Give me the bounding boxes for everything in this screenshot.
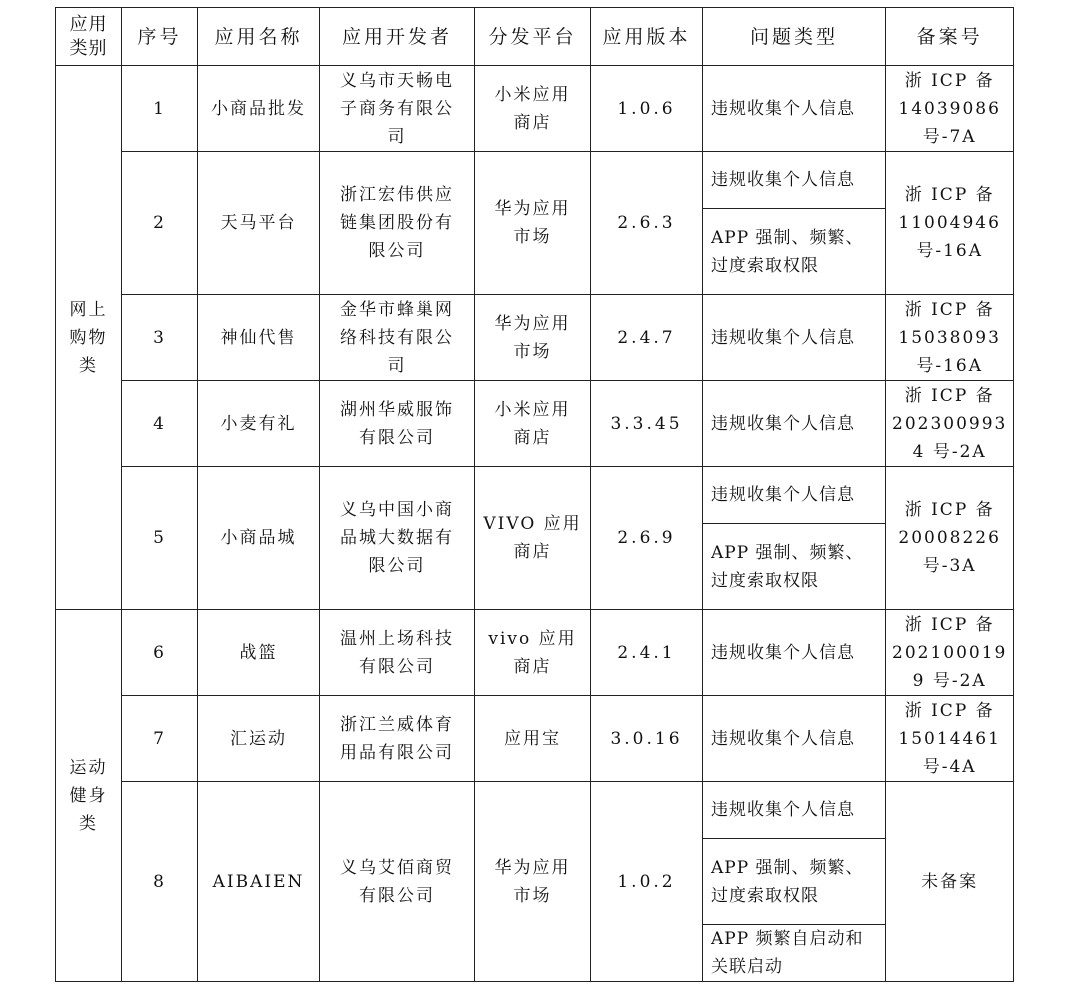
table-row (56, 152, 1014, 209)
cell-issue: 违规收集个人信息 (703, 610, 886, 696)
cell-version: 3.0.16 (591, 696, 703, 782)
cell-issue: APP 强制、频繁、 过度索取权限 (703, 209, 886, 295)
cell-developer: 浙江宏伟供应 链集团股份有 限公司 (320, 152, 475, 295)
cell-app-name: 汇运动 (198, 696, 320, 782)
cell-issue: 违规收集个人信息 (703, 381, 886, 467)
category-fitness: 运动 健身 类 (56, 610, 122, 982)
cell-record: 浙 ICP 备 15038093 号-16A (886, 295, 1014, 381)
cell-index: 1 (122, 66, 198, 152)
cell-version: 1.0.6 (591, 66, 703, 152)
cell-developer: 温州上场科技 有限公司 (320, 610, 475, 696)
cell-version: 3.3.45 (591, 381, 703, 467)
cell-version: 2.4.7 (591, 295, 703, 381)
app-table-wrapper (55, 7, 1014, 982)
cell-platform: 华为应用 市场 (475, 295, 591, 381)
table-row (56, 381, 1014, 467)
cell-app-name: 神仙代售 (198, 295, 320, 381)
table-row (56, 610, 1014, 696)
cell-record: 浙 ICP 备 15014461 号-4A (886, 696, 1014, 782)
cell-record: 浙 ICP 备 202300993 4 号-2A (886, 381, 1014, 467)
cell-index: 5 (122, 467, 198, 610)
cell-index: 8 (122, 782, 198, 982)
header-issue: 问题类型 (703, 8, 886, 66)
app-violation-table (55, 7, 1014, 982)
cell-platform: 小米应用 商店 (475, 381, 591, 467)
cell-version: 2.4.1 (591, 610, 703, 696)
cell-issue: APP 强制、频繁、 过度索取权限 (703, 839, 886, 925)
cell-record: 浙 ICP 备 14039086 号-7A (886, 66, 1014, 152)
cell-issue: 违规收集个人信息 (703, 782, 886, 839)
cell-app-name: AIBAIEN (198, 782, 320, 982)
cell-record: 浙 ICP 备 202100019 9 号-2A (886, 610, 1014, 696)
cell-issue: 违规收集个人信息 (703, 295, 886, 381)
cell-developer: 金华市蜂巢网 络科技有限公 司 (320, 295, 475, 381)
cell-app-name: 战篮 (198, 610, 320, 696)
cell-index: 3 (122, 295, 198, 381)
header-index: 序号 (122, 8, 198, 66)
table-row (56, 696, 1014, 782)
cell-developer: 湖州华威服饰 有限公司 (320, 381, 475, 467)
cell-developer: 义乌艾佰商贸 有限公司 (320, 782, 475, 982)
cell-developer: 浙江兰威体育 用品有限公司 (320, 696, 475, 782)
cell-issue: APP 频繁自启动和 关联启动 (703, 925, 886, 982)
cell-index: 4 (122, 381, 198, 467)
cell-platform: 小米应用 商店 (475, 66, 591, 152)
cell-platform: 华为应用 市场 (475, 782, 591, 982)
table-row (56, 295, 1014, 381)
cell-issue: 违规收集个人信息 (703, 696, 886, 782)
cell-platform: VIVO 应用 商店 (475, 467, 591, 610)
table-row (56, 66, 1014, 152)
cell-issue: 违规收集个人信息 (703, 467, 886, 524)
cell-app-name: 小商品城 (198, 467, 320, 610)
cell-app-name: 天马平台 (198, 152, 320, 295)
cell-app-name: 小商品批发 (198, 66, 320, 152)
cell-index: 2 (122, 152, 198, 295)
header-platform: 分发平台 (475, 8, 591, 66)
cell-issue: 违规收集个人信息 (703, 152, 886, 209)
table-row (56, 782, 1014, 839)
header-record: 备案号 (886, 8, 1014, 66)
header-name: 应用名称 (198, 8, 320, 66)
cell-version: 1.0.2 (591, 782, 703, 982)
cell-index: 7 (122, 696, 198, 782)
cell-record: 浙 ICP 备 20008226 号-3A (886, 467, 1014, 610)
cell-platform: 华为应用 市场 (475, 152, 591, 295)
cell-platform: vivo 应用 商店 (475, 610, 591, 696)
header-row (56, 8, 1014, 66)
cell-app-name: 小麦有礼 (198, 381, 320, 467)
cell-version: 2.6.9 (591, 467, 703, 610)
table-row (56, 467, 1014, 524)
header-developer: 应用开发者 (320, 8, 475, 66)
category-shopping: 网上 购物 类 (56, 66, 122, 610)
cell-record: 未备案 (886, 782, 1014, 982)
cell-platform: 应用宝 (475, 696, 591, 782)
cell-index: 6 (122, 610, 198, 696)
cell-version: 2.6.3 (591, 152, 703, 295)
header-category: 应用 类别 (56, 8, 122, 66)
cell-record: 浙 ICP 备 11004946 号-16A (886, 152, 1014, 295)
cell-issue: 违规收集个人信息 (703, 66, 886, 152)
cell-developer: 义乌中国小商 品城大数据有 限公司 (320, 467, 475, 610)
cell-developer: 义乌市天畅电 子商务有限公 司 (320, 66, 475, 152)
header-version: 应用版本 (591, 8, 703, 66)
cell-issue: APP 强制、频繁、 过度索取权限 (703, 524, 886, 610)
